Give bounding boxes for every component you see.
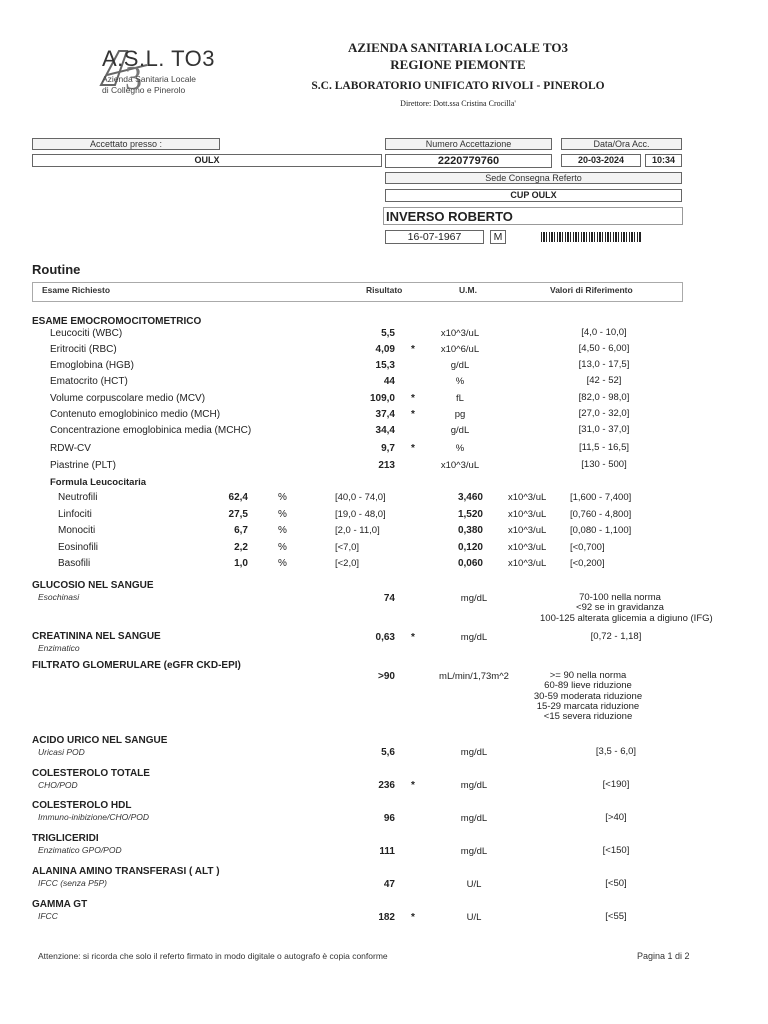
formula-percent-unit: % bbox=[278, 558, 287, 569]
test-name: Contenuto emoglobinico medio (MCH) bbox=[50, 409, 221, 420]
accettato-value: OULX bbox=[32, 154, 382, 167]
col-valori: Valori di Riferimento bbox=[550, 285, 633, 295]
formula-name: Linfociti bbox=[58, 509, 92, 520]
formula-absolute: 0,120 bbox=[457, 542, 483, 553]
formula-absolute-unit: x10^3/uL bbox=[508, 542, 547, 553]
test-section-title: TRIGLICERIDI bbox=[32, 833, 99, 844]
ora-value: 10:34 bbox=[645, 154, 682, 167]
test-reference: <92 se in gravidanza bbox=[576, 602, 664, 614]
test-unit: U/L bbox=[466, 912, 482, 923]
formula-percent-ref: [2,0 - 11,0] bbox=[335, 525, 380, 536]
test-reference: [11,5 - 16,5] bbox=[579, 442, 629, 453]
test-reference: [<150] bbox=[602, 845, 630, 856]
test-result: 109,0 bbox=[369, 393, 395, 404]
test-reference: [0,72 - 1,18] bbox=[590, 631, 642, 642]
test-result: 236 bbox=[378, 780, 395, 791]
test-result: 9,7 bbox=[381, 443, 395, 454]
test-unit: mg/dL bbox=[460, 632, 488, 643]
test-method: Enzimatico GPO/POD bbox=[38, 845, 122, 855]
test-reference: 100-125 alterata glicemia a digiuno (IFG) bbox=[540, 612, 713, 624]
test-unit: mg/dL bbox=[460, 813, 488, 824]
formula-absolute: 0,060 bbox=[457, 558, 483, 569]
test-name: RDW-CV bbox=[50, 443, 91, 454]
test-method: Uricasi POD bbox=[38, 747, 85, 757]
test-method: Enzimatico bbox=[38, 643, 80, 653]
test-result: 4,09 bbox=[375, 344, 395, 355]
formula-absolute-ref: [<0,700] bbox=[570, 542, 605, 553]
data-value: 20-03-2024 bbox=[561, 154, 641, 167]
test-method: IFCC bbox=[38, 911, 58, 921]
formula-name: Neutrofili bbox=[58, 492, 98, 503]
formula-absolute-ref: [1,600 - 7,400] bbox=[570, 492, 632, 503]
section-title: Routine bbox=[32, 262, 81, 277]
test-result: 37,4 bbox=[375, 409, 395, 420]
test-reference: [4,50 - 6,00] bbox=[578, 343, 630, 354]
test-reference: [4,0 - 10,0] bbox=[581, 327, 627, 338]
test-name: Volume corpuscolare medio (MCV) bbox=[50, 393, 206, 404]
formula-name: Eosinofili bbox=[58, 542, 99, 553]
patient-sex: M bbox=[490, 230, 506, 244]
accettato-label: Accettato presso : bbox=[32, 138, 220, 150]
test-result: 182 bbox=[378, 912, 395, 923]
test-unit: % bbox=[455, 376, 465, 387]
test-method: Immuno-inibizione/CHO/POD bbox=[38, 812, 150, 822]
formula-absolute-unit: x10^3/uL bbox=[508, 525, 547, 536]
formula-absolute-ref: [<0,200] bbox=[570, 558, 605, 569]
test-section-title: CREATININA NEL SANGUE bbox=[32, 631, 161, 642]
test-reference: [>40] bbox=[605, 812, 627, 823]
test-reference: [31,0 - 37,0] bbox=[578, 424, 630, 435]
formula-percent-ref: [<2,0] bbox=[335, 558, 360, 569]
formula-absolute-unit: x10^3/uL bbox=[508, 492, 547, 503]
formula-percent-ref: [40,0 - 74,0] bbox=[335, 492, 386, 503]
test-name: Piastrine (PLT) bbox=[50, 460, 116, 471]
formula-name: Monociti bbox=[58, 525, 96, 536]
numero-value: 2220779760 bbox=[385, 154, 552, 168]
formula-percent-unit: % bbox=[278, 525, 287, 536]
test-reference: [<50] bbox=[605, 878, 627, 889]
test-unit: g/dL bbox=[450, 425, 470, 436]
test-unit: mL/min/1,73m^2 bbox=[439, 671, 509, 682]
test-result: 111 bbox=[379, 846, 395, 857]
test-reference: 70-100 nella norma bbox=[579, 592, 661, 603]
abnormal-flag: * bbox=[411, 443, 415, 454]
test-reference: 30-59 moderata riduzione bbox=[533, 690, 643, 702]
test-reference: [<55] bbox=[605, 911, 627, 922]
test-reference: 15-29 marcata riduzione bbox=[536, 700, 640, 712]
formula-name: Basofili bbox=[58, 558, 91, 569]
test-section-title: COLESTEROLO HDL bbox=[32, 800, 132, 811]
test-unit: x10^3/uL bbox=[440, 328, 480, 339]
test-unit: pg bbox=[454, 409, 466, 420]
data-label: Data/Ora Acc. bbox=[561, 138, 682, 150]
col-um: U.M. bbox=[459, 285, 477, 295]
test-unit: mg/dL bbox=[460, 747, 488, 758]
formula-percent-ref: [19,0 - 48,0] bbox=[335, 509, 386, 520]
formula-absolute-unit: x10^3/uL bbox=[508, 509, 547, 520]
test-unit: U/L bbox=[466, 879, 482, 890]
header-line-2: REGIONE PIEMONTE bbox=[390, 57, 526, 72]
formula-absolute: 1,520 bbox=[457, 509, 483, 520]
test-result: 5,6 bbox=[381, 747, 395, 758]
col-esame: Esame Richiesto bbox=[42, 285, 111, 295]
abnormal-flag: * bbox=[411, 409, 415, 420]
formula-percent-unit: % bbox=[278, 509, 287, 520]
test-section-title: COLESTEROLO TOTALE bbox=[32, 768, 150, 779]
test-result: 213 bbox=[378, 460, 395, 471]
abnormal-flag: * bbox=[411, 780, 415, 791]
sede-label: Sede Consegna Referto bbox=[385, 172, 682, 184]
formula-absolute-unit: x10^3/uL bbox=[508, 558, 547, 569]
page-number: Pagina 1 di 2 bbox=[637, 951, 690, 961]
test-name: Eritrociti (RBC) bbox=[50, 344, 117, 355]
abnormal-flag: * bbox=[411, 912, 415, 923]
test-section-title: FILTRATO GLOMERULARE (eGFR CKD-EPI) bbox=[32, 660, 241, 671]
test-reference: 60-89 lieve riduzione bbox=[544, 680, 632, 692]
test-result: 0,63 bbox=[375, 632, 395, 643]
emocromo-title: ESAME EMOCROMOCITOMETRICO bbox=[32, 316, 202, 327]
test-unit: % bbox=[455, 443, 465, 454]
patient-name: INVERSO ROBERTO bbox=[383, 207, 683, 225]
test-section-title: GLUCOSIO NEL SANGUE bbox=[32, 580, 154, 591]
logo-text: A.S.L. TO3 bbox=[102, 46, 216, 71]
formula-percent-unit: % bbox=[278, 542, 287, 553]
test-reference: [130 - 500] bbox=[581, 459, 627, 470]
test-reference: <15 severa riduzione bbox=[543, 711, 633, 723]
formula-percent: 2,2 bbox=[234, 542, 248, 553]
formula-absolute-ref: [0,760 - 4,800] bbox=[570, 509, 632, 520]
test-result: 74 bbox=[383, 593, 395, 604]
test-name: Leucociti (WBC) bbox=[50, 328, 123, 339]
abnormal-flag: * bbox=[411, 632, 415, 643]
sede-value: CUP OULX bbox=[385, 189, 682, 202]
col-risultato: Risultato bbox=[366, 285, 403, 295]
test-unit: mg/dL bbox=[460, 846, 488, 857]
formula-absolute: 0,380 bbox=[457, 525, 483, 536]
formula-absolute-ref: [0,080 - 1,100] bbox=[570, 525, 632, 536]
formula-absolute: 3,460 bbox=[457, 492, 483, 503]
test-name: Concentrazione emoglobinica media (MCHC) bbox=[50, 425, 252, 436]
test-section-title: ACIDO URICO NEL SANGUE bbox=[32, 735, 168, 746]
test-section-title: GAMMA GT bbox=[32, 899, 88, 910]
formula-percent-unit: % bbox=[278, 492, 287, 503]
formula-percent: 62,4 bbox=[228, 492, 248, 503]
test-reference: [82,0 - 98,0] bbox=[578, 392, 630, 403]
test-reference: [42 - 52] bbox=[586, 375, 622, 386]
test-method: IFCC (senza P5P) bbox=[38, 878, 107, 888]
formula-percent: 6,7 bbox=[234, 525, 248, 536]
header-line-3: S.C. LABORATORIO UNIFICATO RIVOLI - PINEROLO bbox=[311, 80, 605, 92]
barcode bbox=[541, 232, 641, 242]
logo-subtitle-2: di Collegno e Pinerolo bbox=[102, 85, 186, 95]
test-result: 15,3 bbox=[375, 360, 395, 371]
test-result: >90 bbox=[378, 671, 395, 682]
formula-percent: 1,0 bbox=[234, 558, 248, 569]
logo-subtitle-1: Azienda Sanitaria Locale bbox=[102, 74, 197, 84]
test-unit: x10^6/uL bbox=[440, 344, 480, 355]
formula-percent-ref: [<7,0] bbox=[335, 542, 360, 553]
test-method: Esochinasi bbox=[38, 592, 80, 602]
test-name: Ematocrito (HCT) bbox=[50, 376, 128, 387]
numero-label: Numero Accettazione bbox=[385, 138, 552, 150]
test-unit: mg/dL bbox=[460, 593, 488, 604]
abnormal-flag: * bbox=[411, 344, 415, 355]
abnormal-flag: * bbox=[411, 393, 415, 404]
test-result: 44 bbox=[383, 376, 395, 387]
test-method: CHO/POD bbox=[38, 780, 78, 790]
header-director: Direttore: Dott.ssa Cristina Crocilla' bbox=[400, 99, 516, 108]
header-line-1: AZIENDA SANITARIA LOCALE TO3 bbox=[348, 40, 568, 55]
test-unit: g/dL bbox=[450, 360, 470, 371]
test-result: 34,4 bbox=[375, 425, 395, 436]
svg-text:3: 3 bbox=[125, 60, 142, 97]
test-result: 96 bbox=[383, 813, 395, 824]
test-reference: >= 90 nella norma bbox=[549, 670, 627, 681]
test-unit: mg/dL bbox=[460, 780, 488, 791]
test-unit: x10^3/uL bbox=[440, 460, 480, 471]
test-result: 5,5 bbox=[381, 328, 395, 339]
test-reference: [3,5 - 6,0] bbox=[595, 746, 637, 757]
formula-title: Formula Leucocitaria bbox=[50, 477, 147, 488]
formula-percent: 27,5 bbox=[228, 509, 248, 520]
test-name: Emoglobina (HGB) bbox=[50, 360, 134, 371]
test-result: 47 bbox=[383, 879, 395, 890]
test-reference: [13,0 - 17,5] bbox=[578, 359, 630, 370]
patient-birthdate: 16-07-1967 bbox=[385, 230, 484, 244]
test-unit: fL bbox=[456, 393, 464, 404]
footer-note: Attenzione: si ricorda che solo il referto firmato in modo digitale o autografo è copia conforme bbox=[38, 951, 388, 961]
test-reference: [27,0 - 32,0] bbox=[578, 408, 630, 419]
test-reference: [<190] bbox=[602, 779, 630, 790]
test-section-title: ALANINA AMINO TRANSFERASI ( ALT ) bbox=[32, 866, 220, 877]
